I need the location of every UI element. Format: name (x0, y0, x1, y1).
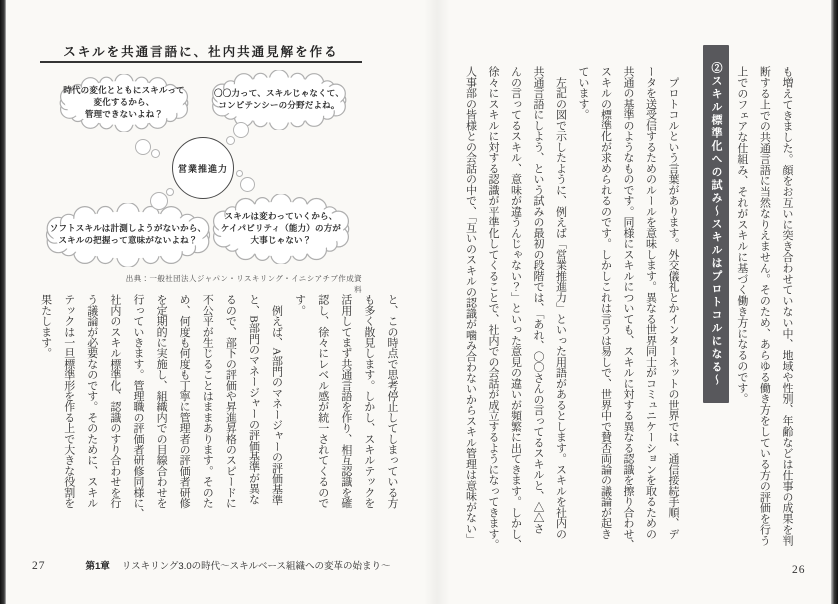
figure-title: スキルを共通言語に、社内共通見解を作る (63, 45, 339, 59)
thought-trail-dot (236, 170, 243, 177)
thought-bubble-capability (211, 194, 351, 264)
section-heading: ②スキル標準化への試み〜スキルはプロトコルになる〜 (710, 61, 722, 387)
thought-trail-dot (226, 136, 235, 145)
text-column: 例えば、A部門のマネージャーの評価基準 (270, 294, 283, 505)
bubble-line: 変化するから、 (93, 97, 155, 108)
thought-trail-dot (135, 139, 151, 155)
figure-title-underline (40, 61, 362, 63)
text-column: う議論が必要なのです。そのために、スキル (85, 294, 98, 509)
thought-bubble-softskill (44, 203, 212, 267)
text-column: す。 (293, 294, 306, 316)
text-column: 果たします。 (39, 294, 52, 359)
text-column: も増えてきました。顔をお互いに突き合わせていない中、地域や性別、年齢などは仕事の成果を判 (781, 66, 793, 546)
chapter-label: 第1章 (85, 561, 110, 572)
thought-trail-dot (166, 188, 174, 196)
center-skill-label: 営業推進力 (177, 163, 228, 174)
thought-trail-dot (151, 149, 160, 158)
center-skill-circle (172, 137, 234, 199)
text-column: 人事部の皆様との会話の中で、「互いのスキルの認識が噛み合わないからスキル管理は意味がない」 (464, 66, 477, 545)
bubble-line: コンピテンシーの分野だよね。 (218, 100, 340, 110)
body-text-columns-right-upper (730, 66, 798, 558)
bubble-line: 管理できないよね？ (84, 108, 164, 119)
text-column: るので、部下の評価や昇進昇格のスピードに (224, 294, 237, 509)
text-column: 上でのフェアな仕組み、それがスキルに基づく働き方になるのです。 (735, 66, 748, 404)
bubble-line: ソフトスキルは計測しようがないから、 (49, 223, 207, 234)
running-title (86, 558, 391, 572)
chapter-title: リスキリング3.0の時代〜スキルベース組織への変革の始まり〜 (121, 561, 391, 572)
page-gutter-shadow (424, 0, 450, 604)
text-column: 行っていきます。管理職の評価者研修同様に、 (131, 294, 144, 519)
text-column: ています。 (577, 66, 589, 120)
body-text-columns-right-lower (459, 66, 684, 558)
text-column: を定期的に実施し、組織内での目線合わせを (155, 294, 168, 509)
thought-trail-dot (240, 177, 255, 192)
text-column: ータを送受信するためのルールを意味します。異なる世界同士がコミュニケーションを取るための (644, 66, 657, 539)
text-column: スキルの標準化が求められるのです。しかしこれは言うは易しで、世界中で賛否両論の議論が起き (599, 66, 612, 539)
text-column: 共通の基準のようなものです。同様にスキルについても、スキルに対する異なる認識を擦り合わせ、 (622, 66, 634, 550)
bubble-line: 大事じゃない？ (250, 234, 312, 245)
text-column: んの言ってるスキル、意味が違うんじゃない？」といった意見の違いが頻繁に出てきます。しかし、 (509, 66, 522, 550)
thought-trail-dot (150, 192, 168, 210)
text-column: 社内のスキル標準化、認識のすり合わせを行 (108, 294, 121, 509)
text-column: 活用してまず共通言語を作り、相互認識を確 (339, 294, 352, 509)
photo-edge-left (0, 0, 6, 604)
text-column: 断する上での共通言語に当然なりえません。そのため、あらゆる働き方をしている方の評価を行う (758, 66, 771, 546)
figure-source: 出典：一般社団法人ジャパン・リスキリング・イニシアチブ作成資料 (125, 274, 362, 294)
page-number-right: 26 (792, 564, 806, 576)
text-column: と、B部門のマネージャーの評価基準が異な (247, 294, 260, 505)
bubble-line: ケイパビリティ（能力）の方が (220, 223, 342, 234)
body-text-columns-left (33, 294, 403, 522)
text-column: 不公平が生じることはままあります。そのた (201, 294, 214, 509)
text-column: テックは一旦標準形を作る上で大きな役割を (62, 294, 75, 509)
bubble-line: スキルは変わっていくから、 (224, 211, 338, 222)
bubble-line: 〇〇力って、スキルじゃなくて、 (213, 88, 345, 99)
bubble-line: スキルの把握って意味がないよね？ (58, 235, 198, 245)
text-column: プロトコルという言葉があります。外交儀礼とかインターネットの世界では、通信接続手順、デ (667, 66, 679, 539)
thought-bubble-competency (210, 70, 348, 130)
text-column: 認し、徐々にレベル感が統一されてくるので (316, 294, 329, 509)
text-column: 左記の図で示したように、例えば「営業推進力」といった用語があるとします。スキルを社内の (554, 66, 567, 539)
footer-left (32, 558, 391, 572)
footer-right (792, 560, 806, 578)
text-column: 共通言語にしよう、という試みの最初の段階では、「あれ、〇〇さんの言ってるスキルと、△△さ (532, 66, 544, 534)
text-column: も多く散見します。しかし、スキルテックを (362, 294, 375, 509)
text-column: と、この時点で思考停止してしまっている方 (386, 294, 398, 509)
page-number-left: 27 (32, 560, 46, 572)
text-column: め、何度も何度も丁寧に管理者の評価者研修 (178, 294, 191, 509)
thought-bubble-manage (58, 74, 190, 132)
text-column: 徐々にスキルに対する認識が平準化してくることで、社内での会話が成立するようになってきます。 (487, 66, 499, 550)
section-heading-bar (703, 45, 729, 403)
thought-trail-dot (233, 122, 249, 138)
bubble-line: 時代の変化とともにスキルって (63, 85, 185, 96)
photo-edge-right (831, 0, 838, 604)
